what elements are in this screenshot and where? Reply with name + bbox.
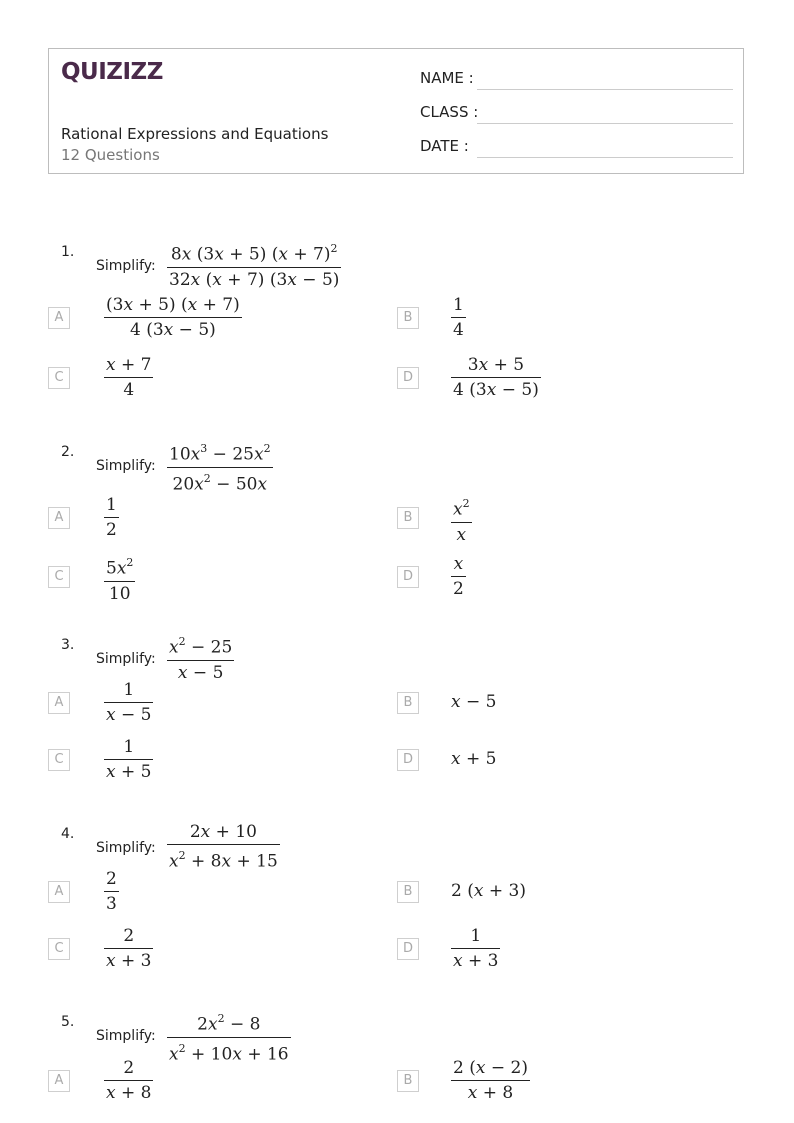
answer-fraction-numerator: (3x + 5) (x + 7) [106,295,240,315]
question-expression [167,631,234,685]
class-field[interactable] [477,123,733,124]
answer-fraction [451,924,500,973]
question-number: 2. [61,444,75,460]
expression-fraction [167,820,280,874]
answer-fraction-denominator: 3 [106,894,117,914]
option-c-box[interactable]: C [48,938,70,960]
option-a-box[interactable]: A [48,692,70,714]
option-b-answer[interactable] [451,1056,530,1105]
answer-fraction [104,353,153,402]
option-b-answer[interactable] [451,690,496,714]
option-d-box[interactable]: D [397,938,419,960]
answer-fraction [104,678,153,727]
option-a-box[interactable]: A [48,1070,70,1092]
class-label: CLASS : [420,103,479,121]
expression-fraction [167,238,341,292]
answer-fraction-numerator: $x^2$ [453,497,470,520]
question-prompt: Simplify: [96,1028,156,1044]
answer-fraction-denominator: x [456,524,467,545]
expression-fraction [167,438,273,496]
question-number: 1. [61,244,75,260]
option-d-box[interactable]: D [397,566,419,588]
option-d-box[interactable]: D [397,749,419,771]
answer-text: x − 5 [451,692,497,712]
question-count: 12 Questions [61,146,160,164]
option-c-answer[interactable] [104,552,135,606]
question-expression [167,238,341,292]
option-b-box[interactable]: B [397,1070,419,1092]
option-d-answer[interactable] [451,552,466,601]
answer-fraction-denominator: 4 (3x − 5) [129,320,216,340]
option-c-answer[interactable] [104,735,153,784]
option-c-box[interactable]: C [48,367,70,389]
option-d-box[interactable]: D [397,367,419,389]
option-a-box[interactable]: A [48,507,70,529]
option-a-box[interactable]: A [48,307,70,329]
answer-fraction-denominator: x − 5 [106,705,152,725]
expression-fraction-numerator: 8x (3x + 5) $(x + 7)^2$ [170,242,338,265]
expression-fraction-denominator: x − 5 [177,662,224,683]
option-a-answer[interactable] [104,293,242,342]
answer-fraction [451,493,472,547]
option-b-box[interactable]: B [397,881,419,903]
answer-text: 2 (x + 3) [451,881,526,901]
date-field[interactable] [477,157,733,158]
answer-fraction-numerator: 1 [123,680,135,700]
option-b-answer[interactable] [451,879,526,903]
question-expression [167,438,273,496]
expression-fraction [167,1008,291,1066]
expression-fraction-denominator: $x^2 + 8x + 15$ [169,849,278,872]
option-c-box[interactable]: C [48,749,70,771]
option-d-answer[interactable] [451,747,496,771]
answer-fraction-numerator: 2 [123,926,135,946]
answer-fraction-numerator: x + 7 [106,355,152,375]
option-a-answer[interactable] [104,867,119,916]
answer-fraction [104,293,242,342]
answer-fraction-numerator: 2 [123,1058,135,1078]
answer-fraction-denominator: 2 [106,520,117,540]
answer-fraction-denominator: 4 [453,320,464,340]
option-c-answer[interactable] [104,353,153,402]
answer-fraction-denominator: x + 8 [467,1083,514,1103]
expression-fraction-denominator: 32x (x + 7) (3x − 5) [169,269,340,290]
option-b-answer[interactable] [451,493,472,547]
option-c-answer[interactable] [104,924,153,973]
option-a-answer[interactable] [104,1056,153,1105]
quizizz-logo: QUIZIZZ [61,59,163,85]
option-b-box[interactable]: B [397,307,419,329]
question-prompt: Simplify: [96,651,156,667]
option-a-box[interactable]: A [48,881,70,903]
question-prompt: Simplify: [96,458,156,474]
expression-fraction-numerator: $x^2 - 25$ [169,635,233,658]
expression-fraction-denominator: $x^2 + 10x + 16$ [169,1041,289,1065]
worksheet-header [48,48,744,174]
question-number: 4. [61,826,75,842]
option-a-answer[interactable] [104,493,119,542]
answer-fraction-denominator: 4 (3x − 5) [453,380,539,400]
answer-fraction [104,493,119,542]
answer-fraction-numerator: 1 [453,295,464,315]
answer-fraction-denominator: 2 [453,579,464,599]
answer-fraction [104,924,153,973]
question-expression [167,1008,291,1066]
option-c-box[interactable]: C [48,566,70,588]
answer-fraction-denominator: x + 8 [106,1083,152,1103]
answer-fraction-denominator: x + 3 [453,951,499,971]
name-label: NAME : [420,69,474,87]
option-b-box[interactable]: B [397,507,419,529]
answer-fraction-numerator: 1 [106,495,117,515]
answer-fraction [451,353,541,402]
expression-fraction-numerator: $10x^3 - 25x^2$ [169,442,271,465]
answer-fraction [104,867,119,916]
worksheet-title: Rational Expressions and Equations [61,125,329,143]
expression-fraction-numerator: 2x + 10 [189,822,257,842]
answer-fraction [104,1056,153,1105]
answer-fraction-denominator: 10 [108,583,131,604]
answer-fraction-numerator: $5x^2$ [106,556,134,579]
answer-fraction [104,552,135,606]
answer-fraction-numerator: 2 [106,869,117,889]
answer-fraction-numerator: 3x + 5 [467,355,525,375]
answer-fraction [451,293,466,342]
date-label: DATE : [420,137,469,155]
question-prompt: Simplify: [96,840,156,856]
option-d-answer[interactable] [451,353,541,402]
question-number: 5. [61,1014,75,1030]
name-field[interactable] [477,89,733,90]
question-number: 3. [61,637,75,653]
answer-text: x + 5 [451,749,497,769]
option-a-answer[interactable] [104,678,153,727]
answer-fraction [451,1056,530,1105]
answer-fraction-denominator: x + 3 [106,951,152,971]
answer-fraction-denominator: 4 [123,380,135,400]
question-prompt: Simplify: [96,258,156,274]
expression-fraction-numerator: $2x^2 - 8$ [197,1012,261,1035]
expression-fraction-denominator: $20x^2 - 50x$ [172,471,268,495]
answer-fraction-denominator: x + 5 [106,762,152,782]
question-expression [167,820,280,874]
answer-fraction-numerator: 1 [470,926,482,946]
expression-fraction [167,631,234,685]
option-d-answer[interactable] [451,924,500,973]
answer-fraction-numerator: 1 [123,737,135,757]
answer-fraction-numerator: 2 (x − 2) [453,1058,528,1078]
answer-fraction [104,735,153,784]
option-b-answer[interactable] [451,293,466,342]
answer-fraction [451,552,466,601]
answer-fraction-numerator: x [453,554,464,574]
option-b-box[interactable]: B [397,692,419,714]
